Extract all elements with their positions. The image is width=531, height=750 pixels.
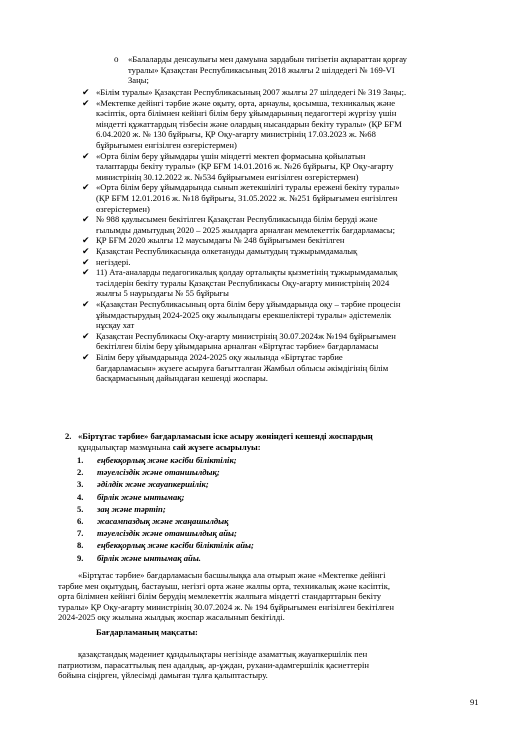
check-item-line: 11) Ата-аналарды педагогикалық қолдау орталықты қызметінің тұжырымдамалық bbox=[96, 267, 398, 278]
check-item-line: 6.04.2020 ж. № 130 бұйрығы, ҚР Оқу-ағарту министрінің 17.03.2023 ж. №68 bbox=[96, 129, 376, 140]
sub-bullet-line: «Балаларды денсаулығы мен дамуына зардабын тигізетін ақпараттан қорғау bbox=[128, 54, 407, 64]
heading-bold-part: сай жүзеге асырылуы: bbox=[172, 441, 261, 452]
section-number: 2. bbox=[65, 431, 72, 441]
list-number: 4. bbox=[77, 491, 84, 502]
check-item-line: № 988 қаулысымен бекітілген Қазақстан Республикасында білім беруді және bbox=[96, 214, 378, 225]
value-list-item: заң және тәртіп; bbox=[97, 503, 166, 514]
list-number: 5. bbox=[77, 503, 84, 514]
check-item-line: нұсқау хат bbox=[96, 320, 135, 331]
check-item-line: «Қазақстан Республикасының орта білім беру ұйымдарында оқу – тәрбие процесін bbox=[96, 299, 401, 309]
check-item-line: басқармасының дайындаған кешенді жоспары. bbox=[96, 373, 268, 384]
page-number: 91 bbox=[470, 697, 479, 707]
sub-bullet-line: Заңы; bbox=[128, 75, 149, 85]
checkmark-icon: ✔ bbox=[82, 246, 90, 256]
check-item-line: Білім беру ұйымдарында 2024-2025 оқу жылында «Біртұтас тәрбие bbox=[96, 352, 343, 362]
check-item-line: «Білім туралы» Қазақстан Республикасының 2007 жылғы 27 шілдедегі № 319 Заңы;. bbox=[96, 87, 407, 97]
circle-bullet-icon: o bbox=[114, 54, 119, 64]
check-item-line: ұйымдастырудың 2024-2025 оқу жылындағы ерекшеліктері туралы» әдістемелік bbox=[96, 309, 392, 320]
paragraph-line: туралы» ҚР Оқу-ағарту министрінің 30.07.2024 ж. № 194 бұйрығымен енгізілген бекітілген bbox=[58, 601, 394, 612]
check-item-line: «Орта білім беру ұйымдары үшін міндетті мектеп формасына қойылатын bbox=[96, 150, 366, 161]
checkmark-icon: ✔ bbox=[82, 182, 90, 193]
list-number: 7. bbox=[77, 528, 84, 539]
checkmark-icon: ✔ bbox=[82, 352, 90, 362]
value-list-item: тәуелсіздік және отаншылдық; bbox=[97, 467, 220, 478]
heading-normal-part: құндылықтар мазмұнына bbox=[78, 441, 173, 452]
checkmark-icon: ✔ bbox=[82, 256, 90, 267]
check-item-line: Қазақстан Республикасы Оқу-ағарту министрінің 30.07.2024ж №194 бұйрығымен bbox=[96, 330, 396, 341]
goal-text-line: бойына сіңірген, үйлесімді дамыған тұлға қалыптастыру. bbox=[58, 670, 268, 681]
checkmark-icon: ✔ bbox=[82, 87, 90, 97]
checkmark-icon: ✔ bbox=[82, 214, 90, 225]
list-number: 2. bbox=[77, 467, 84, 478]
check-item-line: өзгерістермен) bbox=[96, 203, 150, 214]
checkmark-icon: ✔ bbox=[82, 97, 90, 108]
list-number: 9. bbox=[77, 552, 84, 563]
paragraph-line: тәрбие мен оқытудың, бастауыш, негізгі орта және жалпы орта, техникалық және кәсіптік, bbox=[58, 580, 391, 591]
section-heading-line bbox=[78, 442, 261, 453]
checkmark-icon: ✔ bbox=[82, 267, 90, 278]
check-item-line: негіздері. bbox=[96, 256, 131, 267]
check-item-line: «Мектепке дейінгі тәрбие және оқыту, орта, арнаулы, қосымша, техникалық және bbox=[96, 97, 396, 108]
check-item-line: кәсіптік, орта білімнен кейінгі білім беру ұйымдарының педагогтері жүргізу үшін bbox=[96, 108, 397, 119]
value-list-item: еңбекқорлық және кәсіби біліктілік; bbox=[97, 455, 237, 465]
list-number: 3. bbox=[77, 479, 84, 490]
list-number: 8. bbox=[77, 540, 84, 551]
check-item-line: ҚР БҒМ 2020 жылғы 12 маусымдағы № 248 бұйрығымен бекітілген bbox=[96, 235, 345, 246]
paragraph-line: орта білімнен кейінгі білім берудің мемлекеттік жалпыға міндетті стандарттарын бекіту bbox=[58, 591, 382, 602]
check-item-line: міндетті құжаттардың тізбесін және олардың нысандарын бекіту туралы» (ҚР БҒМ bbox=[96, 118, 402, 129]
checkmark-icon: ✔ bbox=[82, 330, 90, 341]
value-list-item: еңбекқорлық және кәсіби біліктілік айы; bbox=[97, 540, 254, 551]
section-heading-line: «Біртұтас тәрбие» бағдарламасын іске асыру жөніндегі кешенді жоспардың bbox=[78, 431, 373, 441]
goal-text-line: патриотизм, парасаттылық пен адалдық, ар-ұждан, рухани-адамгершілік қасиеттерін bbox=[58, 659, 369, 670]
list-number: 6. bbox=[77, 516, 84, 526]
check-item-line: министрінің 30.12.2022 ж. №534 бұйрығымен енгізілген өзгерістермен) bbox=[96, 171, 359, 182]
checkmark-icon: ✔ bbox=[82, 150, 90, 161]
list-number: 1. bbox=[77, 455, 84, 465]
goal-text-line: қазақстандық мәдениет құндылықтары негізінде азаматтық жауапкершілік пен bbox=[78, 649, 368, 659]
check-item-line: жылғы 5 наурыздағы № 55 бұйрығы bbox=[96, 288, 229, 299]
value-list-item: бірлік және ынтымақ айы. bbox=[97, 552, 201, 563]
value-list-item: жасампаздық және жаңашылдық bbox=[97, 516, 229, 526]
checkmark-icon: ✔ bbox=[82, 299, 90, 309]
value-list-item: тәуелсіздік және отаншылдық айы; bbox=[97, 528, 237, 539]
check-item-line: бекітілген білім беру ұйымдарына арналған «Біртұтас тәрбие» бағдарламасы bbox=[96, 341, 379, 352]
check-item-line: Қазақстан Республикасында өлкетануды дамытудың тұжырымдамалық bbox=[96, 246, 358, 256]
check-item-line: бұйрығымен енгізілген өзгерістермен) bbox=[96, 140, 237, 150]
sub-bullet-line: туралы» Қазақстан Республикасының 2018 жылғы 2 шілдедегі № 169-VI bbox=[128, 64, 395, 75]
check-item-line: ғылымды дамытудың 2020 – 2025 жылдарға арналған мемлекеттік бағдарламасы; bbox=[96, 224, 395, 235]
checkmark-icon: ✔ bbox=[82, 235, 90, 246]
value-list-item: бірлік және ынтымақ; bbox=[97, 491, 185, 502]
paragraph-line: 2024-2025 оқу жылына жылдық жоспар жасалынып бекітілді. bbox=[58, 612, 285, 623]
check-item-line: тәсілдерін бекіту туралы Қазақстан Республикасы Оқу-ағарту министрінің 2024 bbox=[96, 277, 390, 288]
goal-heading: Бағдарламаның мақсаты: bbox=[96, 627, 198, 637]
check-item-line: «Орта білім беру ұйымдарында сынып жетекшілігі туралы ережені бекіту туралы» bbox=[96, 182, 400, 193]
paragraph-line: «Біртұтас тәрбие» бағдарламасын басшылыққа ала отырып және «Мектепке дейінгі bbox=[78, 570, 386, 580]
check-item-line: бағдарламасын» жүзеге асыруға бағытталған Жамбыл облысы әкімдігінің білім bbox=[96, 362, 389, 373]
check-item-line: (ҚР БҒМ 12.01.2016 ж. №18 бұйрығы, 31.05.2022 ж. №251 бұйрығымен енгізілген bbox=[96, 193, 398, 203]
value-list-item: әділдік және жауапкершілік; bbox=[97, 479, 209, 490]
check-item-line: талаптарды бекіту туралы» (ҚР БҒМ 14.01.2016 ж. №26 бұйрығы, ҚР Оқу-ағарту bbox=[96, 161, 394, 172]
